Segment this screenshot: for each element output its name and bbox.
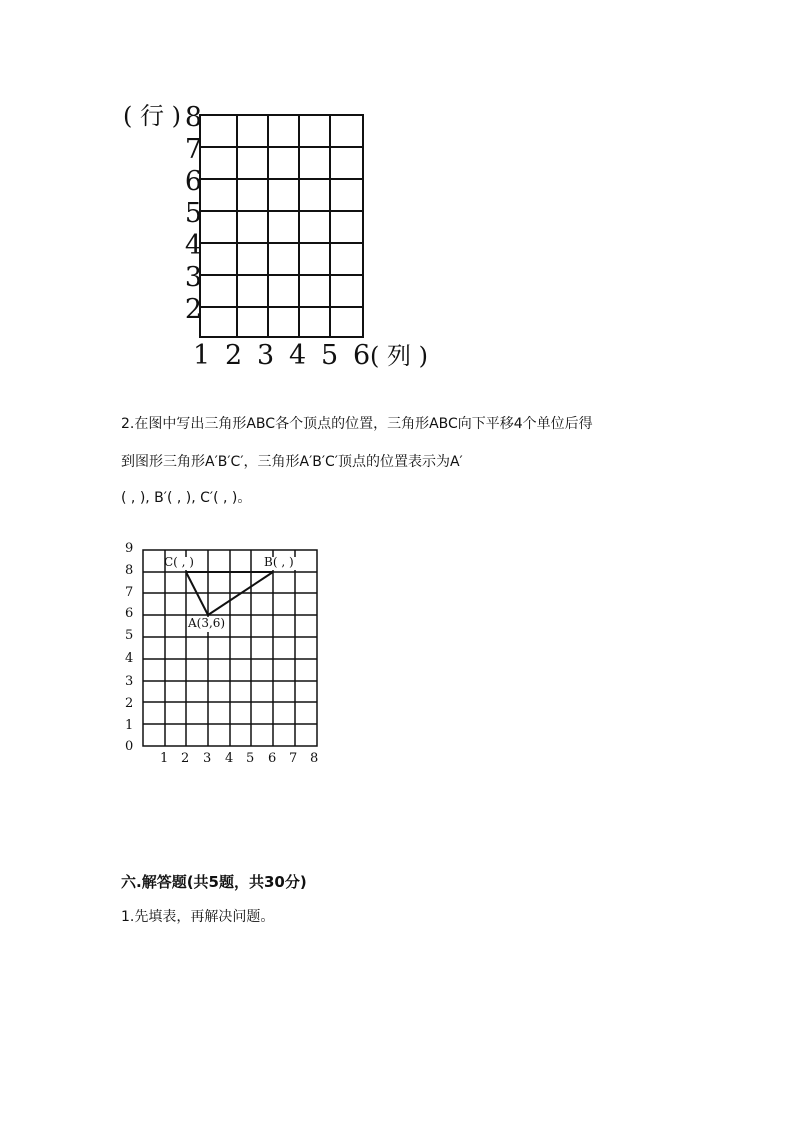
col-label-5: 5 bbox=[321, 340, 339, 371]
col-axis-name: ( 列 ) bbox=[370, 342, 428, 370]
col-label-2: 2 bbox=[225, 340, 243, 371]
x-label-1: 1 bbox=[160, 751, 169, 766]
x-label-5: 5 bbox=[246, 751, 255, 766]
x-label-7: 7 bbox=[289, 751, 298, 766]
section-six-title: 六.解答题(共5题，共30分) bbox=[121, 873, 307, 891]
y-label-8: 8 bbox=[125, 563, 134, 578]
section-six-question-1: 1.先填表，再解决问题。 bbox=[121, 909, 275, 925]
x-label-4: 4 bbox=[225, 751, 234, 766]
col-label-4: 4 bbox=[289, 340, 307, 371]
row-label-5: 5 bbox=[184, 198, 202, 229]
row-label-4: 4 bbox=[184, 230, 202, 261]
row-axis-name: ( 行 ) bbox=[123, 102, 181, 130]
row-label-8: 8 bbox=[184, 102, 202, 133]
col-label-3: 3 bbox=[257, 340, 275, 371]
question-2-line-1: 2.在图中写出三角形ABC各个顶点的位置，三角形ABC向下平移4个单位后得 bbox=[121, 416, 593, 432]
y-label-0: 0 bbox=[125, 739, 134, 754]
point-a-label: A(3,6) bbox=[188, 616, 226, 630]
point-b-label: B( , ) bbox=[264, 555, 294, 569]
x-label-2: 2 bbox=[181, 751, 190, 766]
y-label-3: 3 bbox=[125, 674, 134, 689]
y-label-4: 4 bbox=[125, 651, 134, 666]
y-label-2: 2 bbox=[125, 696, 134, 711]
x-label-8: 8 bbox=[310, 751, 319, 766]
col-label-1: 1 bbox=[193, 340, 211, 371]
row-label-2: 2 bbox=[184, 294, 202, 325]
row-label-3: 3 bbox=[184, 262, 202, 293]
grid-one bbox=[199, 114, 364, 338]
y-label-5: 5 bbox=[125, 628, 134, 643]
question-2-line-3: ( , ), B′( , ), C′( , )。 bbox=[121, 490, 252, 506]
grid-two bbox=[141, 549, 319, 748]
y-label-9: 9 bbox=[125, 541, 134, 556]
row-label-6: 6 bbox=[184, 166, 202, 197]
y-label-6: 6 bbox=[125, 606, 134, 621]
row-label-7: 7 bbox=[184, 134, 202, 165]
question-2-line-2: 到图形三角形A′B′C′，三角形A′B′C′顶点的位置表示为A′ bbox=[121, 454, 463, 470]
x-label-6: 6 bbox=[268, 751, 277, 766]
x-label-3: 3 bbox=[203, 751, 212, 766]
point-c-label: C( , ) bbox=[164, 555, 194, 569]
y-label-7: 7 bbox=[125, 585, 134, 600]
col-label-6: 6 bbox=[353, 340, 371, 371]
y-label-1: 1 bbox=[125, 718, 134, 733]
